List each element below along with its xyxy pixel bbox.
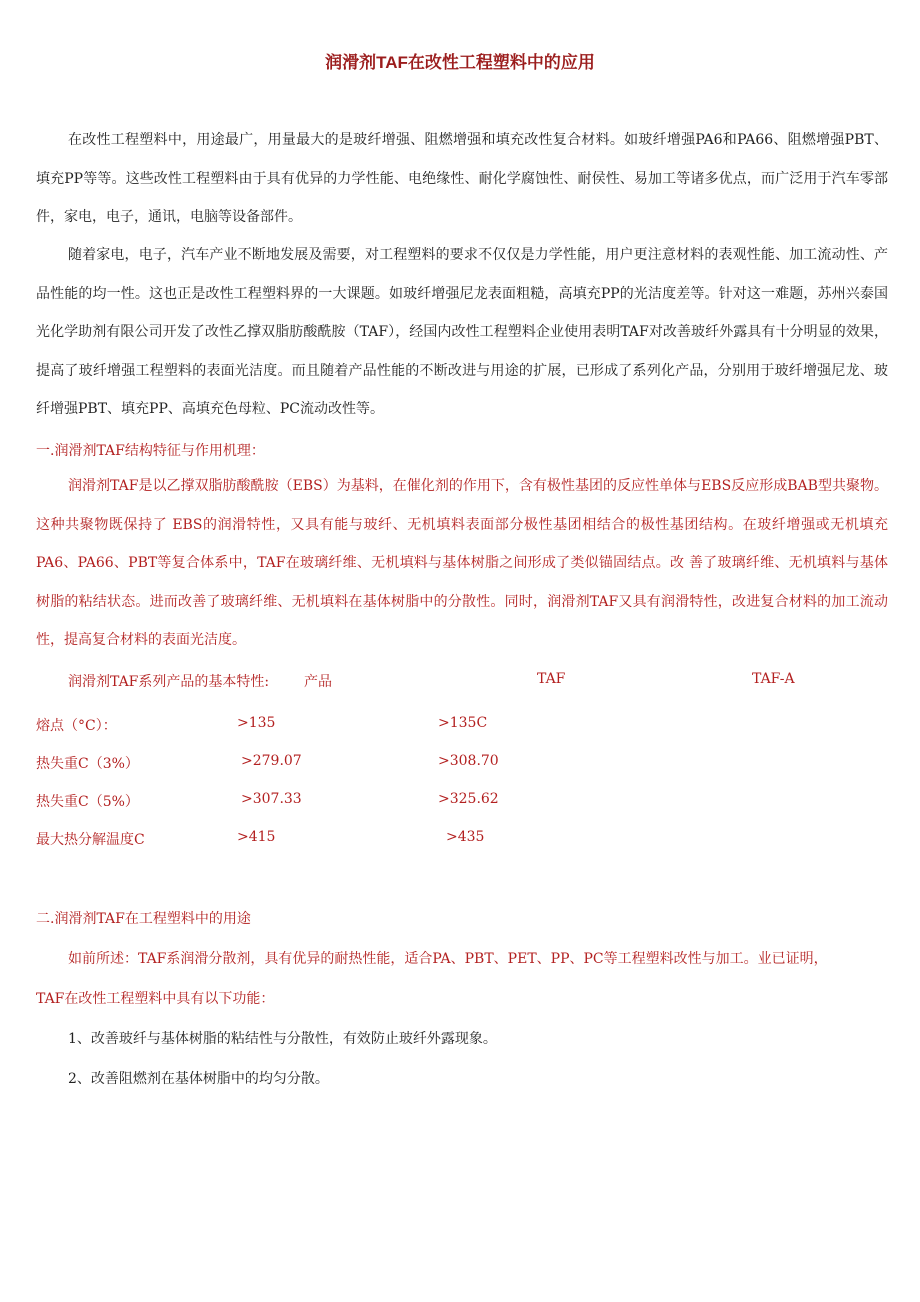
table-cell-taf-a: >135C (438, 715, 488, 731)
intro-paragraph-2: 随着家电，电子，汽车产业不断地发展及需要，对工程塑料的要求不仅仅是力学性能，用户更注意材料的表观性能、加工流动性、产品性能的均一性。这也正是改性工程塑料界的一大课题。如玻纤增强尼龙表面粗糙，高填充PP的光洁度差等。针对这一难题，苏州兴泰国光化学助剂有限公司开发了改性乙撑双脂肪酸酰胺（TAF），经国内改性工程塑料企业使用表明TAF对改善玻纤外露具有十分明显的效果，提高了玻纤增强工程塑料的表面光洁度。而且随着产品性能的不断改进与用途的扩展，已形成了系列化产品，分别用于玻纤增强尼龙、玻纤增强PBT、填充PP、高填充色母粒、PC流动改性等。 (36, 247, 888, 417)
table-header-taf-a: TAF-A (752, 671, 795, 687)
table-row-label: 最大热分解温度C (36, 832, 145, 848)
document-title: 润滑剂TAF在改性工程塑料中的应用 (325, 53, 595, 72)
intro-paragraph-1: 在改性工程塑料中，用途最广，用量最大的是玻纤增强、阻燃增强和填充改性复合材料。如玻纤增强PA6和PA66、阻燃增强PBT、填充PP等等。这些改性工程塑料由于具有优异的力学性能、电绝缘性、耐化学腐蚀性、耐侯性、易加工等诸多优点，而广泛用于汽车零部件，家电，电子，通讯，电脑等设备部件。 (36, 132, 888, 225)
table-cell-taf: >279.07 (241, 753, 302, 769)
table-row-label: 熔点（°C）： (36, 718, 117, 734)
section-2-line-2: TAF在改性工程塑料中具有以下功能： (36, 991, 275, 1007)
table-row-label: 热失重C（3%） (36, 756, 139, 772)
section-2-line-1: 如前所述：TAF系润滑分散剂，具有优异的耐热性能，适合PA、PBT、PET、PP、PC等工程塑料改性与加工。业已证明， (68, 951, 828, 967)
table-row-label: 热失重C（5%） (36, 794, 139, 810)
table-header-product: 产品 (304, 674, 332, 690)
table-cell-taf-a: >308.70 (438, 753, 499, 769)
table-cell-taf: >307.33 (241, 791, 302, 807)
table-header-taf: TAF (537, 671, 566, 687)
table-intro: 润滑剂TAF系列产品的基本特性: (68, 674, 270, 690)
section-1-paragraph: 润滑剂TAF是以乙撑双脂肪酸酰胺（EBS）为基料，在催化剂的作用下，含有极性基团的反应性单体与EBS反应形成BAB型共聚物。这种共聚物既保持了 EBS的润滑特性，又具有能与玻纤、无机填料表面部分极性基团相结合的极性基团结构。在玻纤增强或无机填充PA6、PA66、PBT等复合体系中，TAF在玻璃纤维、无机填料与基体树脂之间形成了类似锚固结点。改 善了玻璃纤维、无机填料与基体树脂的粘结状态。进而改善了玻璃纤维、无机填料在基体树脂中的分散性。同时，润滑剂TAF又具有润滑特性，改进复合材料的加工流动性，提高复合材料的表面光洁度。 (36, 478, 888, 648)
table-cell-taf: >415 (237, 829, 276, 845)
section-2-heading: 二.润滑剂TAF在工程塑料中的用途 (36, 911, 251, 927)
table-cell-taf-a: >325.62 (438, 791, 499, 807)
table-cell-taf: >135 (237, 715, 276, 731)
table-cell-taf-a: >435 (446, 829, 485, 845)
section-1-heading: 一.润滑剂TAF结构特征与作用机理： (36, 443, 265, 459)
list-item: 1、改善玻纤与基体树脂的粘结性与分散性，有效防止玻纤外露现象。 (68, 1031, 497, 1047)
list-item: 2、改善阻燃剂在基体树脂中的均匀分散。 (68, 1071, 329, 1087)
